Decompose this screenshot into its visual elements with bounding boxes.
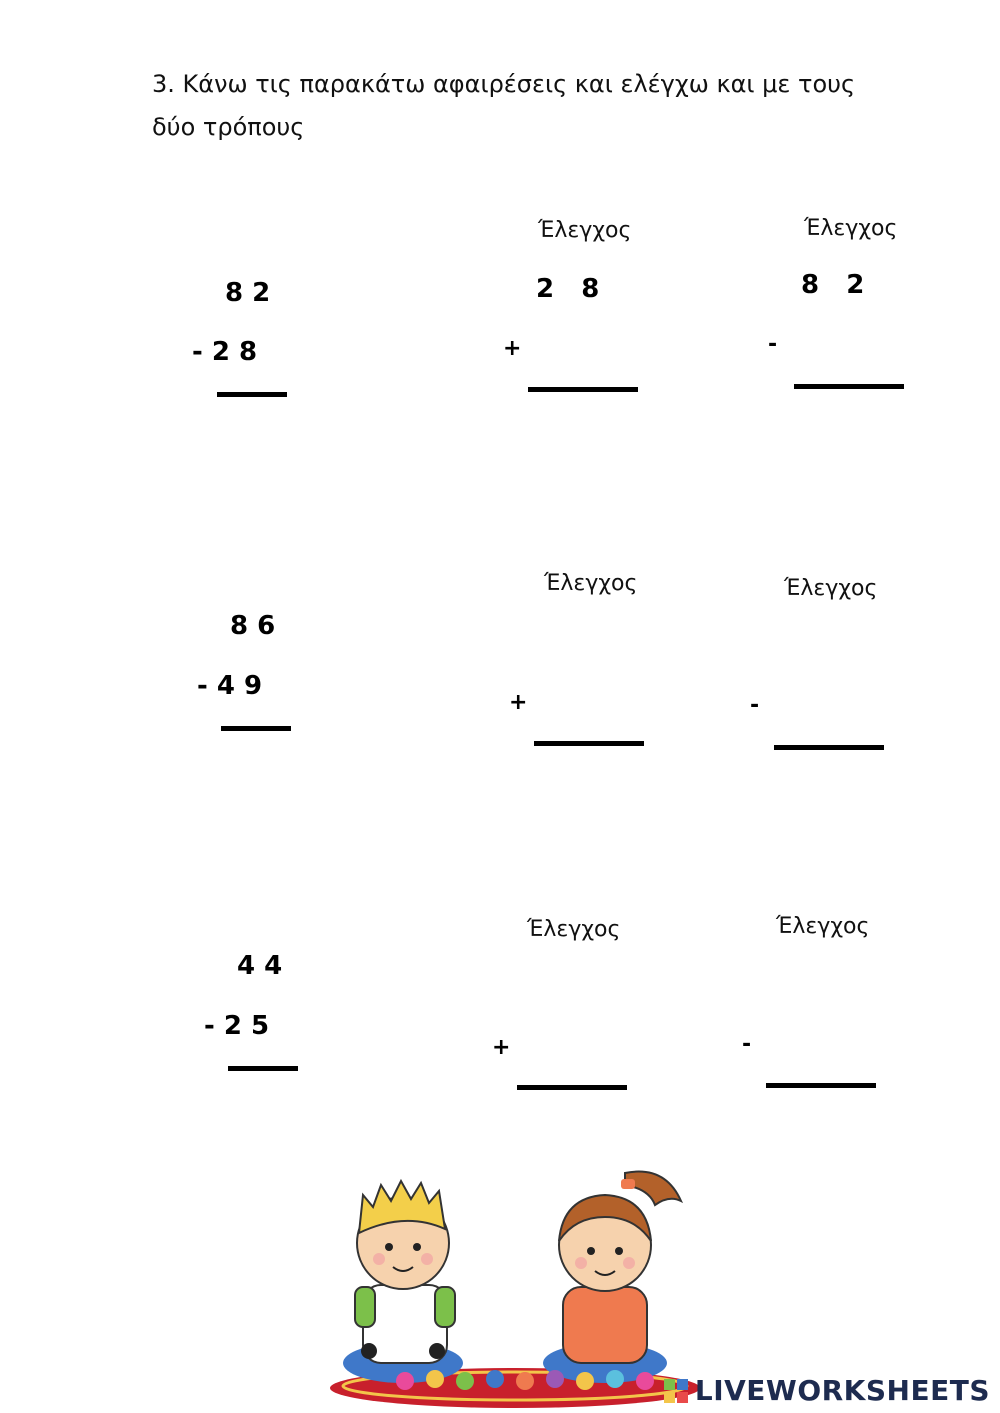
check-add-top: 2 8: [536, 274, 600, 304]
check-sub-top-input[interactable]: [774, 628, 886, 666]
check-sub-input[interactable]: [774, 694, 886, 732]
check-sub-top: 8 2: [801, 270, 865, 300]
number-toys: [396, 1370, 654, 1390]
check-label-sub: Έλεγχος: [784, 576, 878, 601]
subtrahend: - 2 8: [192, 337, 258, 367]
check-label-add: Έλεγχος: [538, 218, 632, 243]
difference-answer-input[interactable]: [221, 732, 295, 770]
kids-illustration: [325, 1155, 705, 1413]
result-line: [221, 726, 291, 731]
instruction-line-2: δύο τρόπους: [152, 113, 305, 141]
check-sub-result-input[interactable]: [774, 752, 886, 790]
minuend: 8 6: [230, 611, 276, 641]
instruction-line-1: 3. Κάνω τις παρακάτω αφαιρέσεις και ελέγχω και με τους: [152, 70, 856, 98]
minuend: 8 2: [225, 278, 271, 308]
plus-sign: +: [509, 690, 528, 715]
check-add-top-input[interactable]: [534, 624, 646, 662]
check-label-add: Έλεγχος: [527, 917, 621, 942]
subtrahend: - 2 5: [204, 1011, 270, 1041]
minuend: 4 4: [237, 951, 283, 981]
result-line: [217, 392, 287, 397]
check-sub-input[interactable]: [766, 1033, 878, 1071]
check-add-result-input[interactable]: [517, 1092, 629, 1130]
check-label-sub: Έλεγχος: [804, 216, 898, 241]
check-add-top-input[interactable]: [517, 970, 629, 1008]
check-sub-result-input[interactable]: [794, 391, 906, 429]
check-add-line: [534, 741, 644, 746]
liveworksheets-icon: [663, 1378, 689, 1404]
liveworksheets-logo: [663, 1374, 990, 1407]
plus-sign: +: [503, 336, 522, 361]
minus-sign: -: [750, 693, 760, 718]
minus-sign: -: [742, 1032, 752, 1057]
check-sub-top-input[interactable]: [766, 966, 878, 1004]
check-sub-result-input[interactable]: [766, 1090, 878, 1128]
difference-answer-input[interactable]: [217, 398, 291, 436]
difference-answer-input[interactable]: [228, 1072, 302, 1110]
check-add-line: [517, 1085, 627, 1090]
plus-sign: +: [492, 1035, 511, 1060]
liveworksheets-wordmark: LIVEWORKSHEETS: [694, 1374, 990, 1407]
check-add-line: [528, 387, 638, 392]
check-sub-line: [766, 1083, 876, 1088]
check-add-result-input[interactable]: [534, 748, 646, 786]
check-add-input[interactable]: [534, 690, 646, 728]
check-sub-line: [774, 745, 884, 750]
check-sub-line: [794, 384, 904, 389]
check-sub-input[interactable]: [794, 334, 906, 372]
minus-sign: -: [768, 332, 778, 357]
check-add-input[interactable]: [517, 1035, 629, 1073]
boy-figure: [343, 1181, 463, 1383]
check-add-result-input[interactable]: [528, 394, 640, 432]
check-label-sub: Έλεγχος: [776, 914, 870, 939]
check-add-input[interactable]: [528, 336, 640, 374]
result-line: [228, 1066, 298, 1071]
subtrahend: - 4 9: [197, 671, 263, 701]
girl-figure: [543, 1172, 681, 1383]
check-label-add: Έλεγχος: [544, 571, 638, 596]
